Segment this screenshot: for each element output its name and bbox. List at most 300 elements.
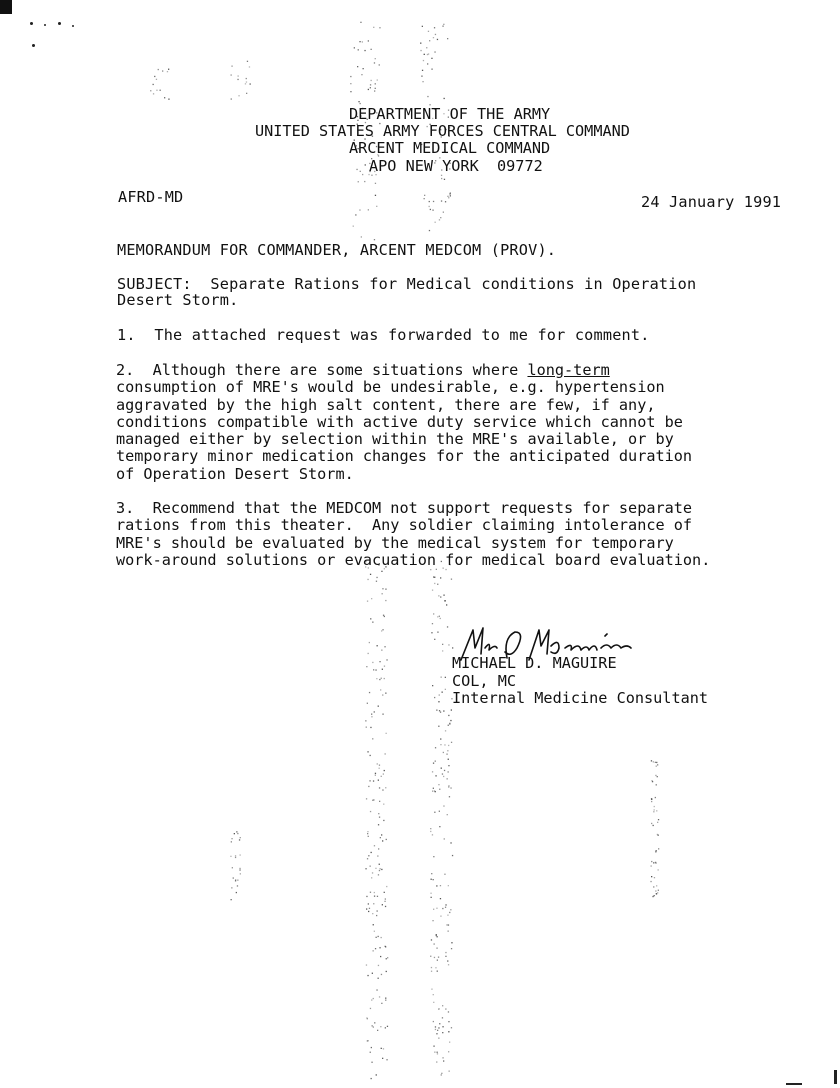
scan-noise-dot	[651, 798, 652, 799]
scan-noise-dot	[448, 745, 449, 746]
scan-noise-dot	[436, 1033, 437, 1034]
scan-noise-dot	[448, 964, 449, 965]
scan-noise-dot	[379, 870, 380, 871]
scan-noise-dot	[651, 801, 652, 802]
scan-speck	[72, 25, 74, 27]
scan-noise-dot	[234, 833, 235, 834]
scan-noise-dot	[448, 785, 449, 786]
scan-noise-dot	[658, 890, 659, 891]
scan-noise-dot	[379, 864, 380, 865]
scan-noise-dot	[432, 834, 433, 835]
scan-noise-dot	[442, 644, 443, 645]
scan-noise-dot	[452, 647, 453, 648]
scan-noise-dot	[436, 948, 437, 949]
scan-noise-dot	[439, 710, 440, 711]
scan-noise-dot	[653, 825, 654, 826]
signer-name: MICHAEL D. MAGUIRE	[452, 654, 617, 672]
scan-noise-dot	[385, 787, 386, 788]
scan-noise-dot	[368, 786, 369, 787]
scan-noise-dot	[374, 711, 375, 712]
paragraph-2-line-6: temporary minor medication changes for the anticipated duration	[116, 447, 693, 466]
scan-noise-dot	[443, 805, 444, 806]
scan-noise-dot	[366, 666, 367, 667]
scan-noise-dot	[448, 931, 449, 932]
scan-noise-dot	[433, 201, 434, 202]
scan-noise-dot	[437, 616, 438, 617]
scan-noise-dot	[356, 169, 357, 170]
scan-noise-dot	[438, 595, 439, 596]
scan-noise-dot	[168, 69, 169, 70]
scan-noise-dot	[440, 916, 441, 917]
scan-noise-dot	[447, 915, 448, 916]
scan-noise-dot	[448, 197, 449, 198]
scan-noise-dot	[368, 209, 369, 210]
scan-noise-dot	[372, 1025, 373, 1026]
scan-noise-dot	[444, 600, 445, 601]
scan-noise-dot	[375, 183, 376, 184]
scan-noise-dot	[367, 1040, 368, 1041]
scan-noise-dot	[383, 1048, 384, 1049]
scan-noise-dot	[231, 887, 232, 888]
scan-noise-dot	[651, 876, 652, 877]
scan-noise-dot	[350, 76, 351, 77]
scan-noise-dot	[236, 892, 237, 893]
scan-noise-dot	[239, 868, 240, 869]
scan-noise-dot	[441, 1074, 442, 1075]
scan-noise-dot	[439, 789, 440, 790]
scan-noise-dot	[382, 904, 383, 905]
scan-noise-dot	[438, 1009, 439, 1010]
scan-noise-dot	[433, 788, 434, 789]
scan-noise-dot	[447, 196, 448, 197]
scan-noise-dot	[377, 896, 378, 897]
scan-noise-dot	[447, 814, 448, 815]
scan-noise-dot	[441, 768, 442, 769]
scan-noise-dot	[437, 1052, 438, 1053]
scan-noise-dot	[368, 836, 369, 837]
scan-noise-dot	[651, 760, 652, 761]
scan-noise-dot	[231, 74, 232, 75]
scan-noise-dot	[378, 706, 379, 707]
scan-noise-dot	[435, 967, 436, 968]
scan-noise-dot	[371, 1078, 372, 1079]
scan-noise-dot	[365, 720, 366, 721]
scan-noise-dot	[239, 839, 240, 840]
scan-noise-dot	[379, 947, 380, 948]
scan-noise-dot	[370, 727, 371, 728]
scan-noise-dot	[382, 629, 383, 630]
scan-noise-dot	[370, 866, 371, 867]
scan-noise-dot	[371, 877, 372, 878]
scan-noise-dot	[429, 201, 430, 202]
scan-noise-dot	[361, 236, 362, 237]
scan-noise-dot	[431, 58, 432, 59]
scan-noise-dot	[368, 40, 369, 41]
scan-noise-dot	[655, 890, 656, 891]
scan-noise-dot	[371, 1062, 372, 1063]
scan-noise-dot	[653, 761, 654, 762]
scan-noise-dot	[656, 893, 657, 894]
scan-noise-dot	[438, 957, 439, 958]
scan-noise-dot	[439, 616, 440, 617]
scan-noise-dot	[430, 956, 431, 957]
scan-noise-dot	[168, 99, 169, 100]
scan-noise-dot	[370, 618, 371, 619]
scan-noise-dot	[439, 219, 440, 220]
scan-noise-dot	[434, 943, 435, 944]
scan-noise-dot	[432, 685, 433, 686]
scan-noise-dot	[449, 1042, 450, 1043]
paragraph-3	[116, 500, 806, 569]
scan-noise-dot	[233, 877, 234, 878]
scan-noise-dot	[437, 632, 438, 633]
scan-noise-dot	[448, 759, 449, 760]
scan-noise-dot	[381, 678, 382, 679]
scan-noise-dot	[358, 181, 359, 182]
scan-noise-dot	[385, 1027, 386, 1028]
scan-noise-dot	[381, 650, 382, 651]
scan-noise-dot	[448, 924, 449, 925]
scan-noise-dot	[368, 903, 369, 904]
scan-noise-dot	[370, 87, 371, 88]
paragraph-3-line-1: 3. Recommend that the MEDCOM not support requests for separate	[116, 499, 693, 517]
scan-noise-dot	[375, 83, 376, 84]
scan-noise-dot	[365, 868, 366, 869]
scan-noise-dot	[240, 873, 241, 874]
scan-noise-dot	[441, 178, 442, 179]
scan-noise-dot	[444, 179, 445, 180]
scan-noise-dot	[653, 886, 654, 887]
scan-noise-dot	[434, 957, 435, 958]
scan-noise-dot	[360, 103, 361, 104]
memo-date: 24 January 1991	[641, 193, 782, 211]
scan-noise-dot	[238, 75, 239, 76]
scan-noise-dot	[424, 195, 425, 196]
scan-noise-dot	[232, 867, 233, 868]
scan-noise-dot	[369, 692, 370, 693]
scan-speck	[44, 24, 46, 26]
scan-noise-dot	[382, 714, 383, 715]
scan-noise-dot	[156, 90, 157, 91]
scan-noise-dot	[378, 813, 379, 814]
scan-noise-dot	[435, 747, 436, 748]
scan-noise-dot	[370, 1052, 371, 1053]
scan-noise-dot	[437, 936, 438, 937]
scan-noise-dot	[369, 642, 370, 643]
scan-noise-dot	[426, 47, 427, 48]
scan-noise-dot	[656, 762, 657, 763]
scan-noise-dot	[385, 589, 386, 590]
scan-noise-dot	[442, 1005, 443, 1006]
scan-noise-dot	[365, 164, 366, 165]
scan-noise-dot	[367, 831, 368, 832]
scan-noise-dot	[448, 1011, 449, 1012]
scan-noise-dot	[246, 93, 247, 94]
scan-noise-dot	[448, 715, 449, 716]
scan-noise-dot	[370, 574, 371, 575]
scan-noise-dot	[360, 22, 361, 23]
scan-noise-dot	[355, 214, 356, 215]
scan-noise-dot	[653, 862, 654, 863]
scan-noise-dot	[442, 26, 443, 27]
scan-noise-dot	[655, 797, 656, 798]
scan-noise-dot	[441, 1073, 442, 1074]
scan-noise-dot	[434, 639, 435, 640]
scan-noise-dot	[384, 616, 385, 617]
scan-noise-dot	[386, 886, 387, 887]
scan-noise-dot	[381, 1048, 382, 1049]
scan-noise-dot	[383, 804, 384, 805]
scan-noise-dot	[440, 738, 441, 739]
scan-noise-dot	[384, 901, 385, 902]
scan-noise-dot	[380, 1026, 381, 1027]
scan-noise-dot	[367, 579, 368, 580]
scan-noise-dot	[440, 744, 441, 745]
scan-noise-dot	[657, 822, 658, 823]
paragraph-3-line-2: rations from this theater. Any soldier claiming intolerance of	[116, 516, 693, 535]
scan-noise-dot	[359, 209, 360, 210]
scan-noise-dot	[444, 744, 445, 745]
signer-title: Internal Medicine Consultant	[452, 689, 709, 707]
scan-noise-dot	[443, 1060, 444, 1061]
scan-noise-dot	[358, 49, 359, 50]
scan-noise-dot	[432, 623, 433, 624]
scan-noise-dot	[423, 60, 424, 61]
scan-speck	[32, 44, 35, 47]
scan-noise-dot	[445, 689, 446, 690]
scan-noise-dot	[442, 650, 443, 651]
scan-noise-dot	[431, 873, 432, 874]
scan-noise-dot	[378, 848, 379, 849]
scan-noise-dot	[231, 899, 232, 900]
scan-noise-dot	[443, 776, 444, 777]
scan-noise-dot	[385, 1000, 386, 1001]
scan-noise-dot	[657, 764, 658, 765]
scan-noise-dot	[376, 581, 377, 582]
scan-noise-dot	[382, 789, 383, 790]
scan-noise-dot	[156, 79, 157, 80]
scan-noise-dot	[164, 97, 165, 98]
scan-noise-dot	[433, 1046, 434, 1047]
scan-noise-dot	[433, 994, 434, 995]
scan-noise-dot	[439, 1023, 440, 1024]
scan-noise-dot	[374, 845, 375, 846]
letterhead-line-2: UNITED STATES ARMY FORCES CENTRAL COMMAND	[255, 122, 630, 140]
scan-noise-dot	[448, 771, 449, 772]
scan-noise-dot	[362, 41, 363, 42]
scan-noise-dot	[372, 872, 373, 873]
scan-noise-dot	[451, 579, 452, 580]
scan-noise-dot	[246, 81, 247, 82]
scan-noise-dot	[366, 908, 367, 909]
scan-noise-dot	[437, 1053, 438, 1054]
scan-noise-dot	[381, 571, 382, 572]
scan-noise-dot	[429, 206, 430, 207]
scan-noise-dot	[434, 1052, 435, 1053]
scan-noise-dot	[655, 762, 656, 763]
scan-noise-dot	[237, 885, 238, 886]
scan-noise-dot	[386, 733, 387, 734]
scan-noise-dot	[373, 998, 374, 999]
scan-noise-dot	[380, 868, 381, 869]
scan-noise-dot	[435, 222, 436, 223]
scan-noise-dot	[368, 653, 369, 654]
scan-noise-dot	[386, 839, 387, 840]
scan-noise-dot	[366, 727, 367, 728]
scan-noise-dot	[382, 669, 383, 670]
scan-noise-dot	[373, 903, 374, 904]
scan-noise-dot	[371, 716, 372, 717]
scan-noise-dot	[444, 770, 445, 771]
scan-noise-dot	[435, 1029, 436, 1030]
scan-noise-dot	[361, 74, 362, 75]
scan-noise-dot	[433, 613, 434, 614]
scan-noise-dot	[655, 775, 656, 776]
scan-noise-dot	[383, 773, 384, 774]
scan-noise-dot	[360, 171, 361, 172]
scan-noise-dot	[374, 62, 375, 63]
scan-noise-dot	[434, 51, 435, 52]
scan-speck	[786, 1083, 802, 1085]
scan-noise-dot	[377, 1030, 378, 1031]
scan-noise-dot	[437, 971, 438, 972]
scan-noise-dot	[449, 912, 450, 913]
scan-noise-dot	[385, 898, 386, 899]
scan-noise-dot	[442, 1057, 443, 1058]
scan-noise-dot	[436, 1061, 437, 1062]
scan-noise-dot	[651, 861, 652, 862]
scan-noise-dot	[379, 996, 380, 997]
scan-noise-dot	[437, 584, 438, 585]
scan-noise-dot	[450, 720, 451, 721]
scan-noise-dot	[375, 773, 376, 774]
letterhead-line-3: ARCENT MEDICAL COMMAND	[349, 139, 551, 157]
scan-noise-dot	[381, 630, 382, 631]
scan-noise-dot	[445, 677, 446, 678]
scan-noise-dot	[378, 936, 379, 937]
scan-noise-dot	[238, 95, 239, 96]
scan-noise-dot	[434, 812, 435, 813]
scan-noise-dot	[154, 76, 155, 77]
scan-noise-dot	[384, 892, 385, 893]
scan-noise-dot	[432, 771, 433, 772]
scan-noise-dot	[236, 831, 237, 832]
scan-noise-dot	[434, 583, 435, 584]
scan-noise-dot	[658, 835, 659, 836]
scan-noise-dot	[381, 776, 382, 777]
scan-noise-dot	[375, 775, 376, 776]
scan-noise-dot	[379, 787, 380, 788]
scan-noise-dot	[431, 879, 432, 880]
scan-noise-dot	[381, 869, 382, 870]
scan-noise-dot	[375, 948, 376, 949]
scan-noise-dot	[658, 869, 659, 870]
scan-noise-dot	[440, 217, 441, 218]
scan-noise-dot	[430, 893, 431, 894]
scan-noise-dot	[442, 773, 443, 774]
scan-noise-dot	[375, 868, 376, 869]
scan-noise-dot	[371, 1047, 372, 1048]
scan-noise-dot	[373, 924, 374, 925]
scan-noise-dot	[375, 88, 376, 89]
scan-noise-dot	[657, 776, 658, 777]
scan-noise-dot	[448, 765, 449, 766]
scan-noise-dot	[386, 958, 387, 959]
scan-noise-dot	[441, 200, 442, 201]
scan-noise-dot	[240, 837, 241, 838]
scan-noise-dot	[448, 1051, 449, 1052]
scan-noise-dot	[247, 61, 248, 62]
scan-noise-dot	[448, 885, 449, 886]
scan-noise-dot	[373, 799, 374, 800]
scan-noise-dot	[655, 851, 656, 852]
scan-noise-dot	[358, 101, 359, 102]
scan-noise-dot	[373, 1026, 374, 1027]
scan-noise-dot	[153, 84, 154, 85]
scan-noise-dot	[438, 701, 439, 702]
scan-noise-dot	[443, 212, 444, 213]
scan-noise-dot	[650, 881, 651, 882]
scan-noise-dot	[442, 1017, 443, 1018]
scan-noise-dot	[655, 862, 656, 863]
letterhead-line-1: DEPARTMENT OF THE ARMY	[349, 105, 551, 123]
scan-noise-dot	[382, 593, 383, 594]
scan-noise-dot	[363, 68, 364, 69]
scan-noise-dot	[231, 98, 232, 99]
scan-noise-dot	[379, 661, 380, 662]
scan-noise-dot	[367, 751, 368, 752]
scan-noise-dot	[448, 725, 449, 726]
scan-noise-dot	[369, 908, 370, 909]
scan-noise-dot	[385, 600, 386, 601]
scan-noise-dot	[372, 662, 373, 663]
scan-noise-dot	[377, 79, 378, 80]
scan-noise-dot	[430, 569, 431, 570]
scan-noise-dot	[424, 54, 425, 55]
scan-noise-dot	[237, 880, 238, 881]
paragraph-3-line-4: work-around solutions or evacuation for medical board evaluation.	[116, 550, 711, 569]
scan-noise-dot	[435, 791, 436, 792]
scan-noise-dot	[658, 848, 659, 849]
scan-noise-dot	[386, 971, 387, 972]
scan-noise-dot	[379, 817, 380, 818]
scan-noise-dot	[420, 43, 421, 44]
scan-noise-dot	[445, 730, 446, 731]
scan-noise-dot	[652, 781, 653, 782]
scan-noise-dot	[444, 98, 445, 99]
scan-noise-dot	[451, 1027, 452, 1028]
scan-noise-dot	[450, 842, 451, 843]
scan-noise-dot	[448, 644, 449, 645]
scan-noise-dot	[433, 856, 434, 857]
scan-noise-dot	[382, 588, 383, 589]
scan-noise-dot	[373, 27, 374, 28]
scan-noise-dot	[374, 90, 375, 91]
scan-noise-dot	[378, 978, 379, 979]
scan-noise-dot	[385, 946, 386, 947]
scan-noise-dot	[367, 833, 368, 834]
scan-noise-dot	[384, 646, 385, 647]
scan-noise-dot	[452, 855, 453, 856]
scan-noise-dot	[245, 83, 246, 84]
scan-noise-dot	[439, 826, 440, 827]
scan-noise-dot	[376, 577, 377, 578]
scan-noise-dot	[353, 226, 354, 227]
paragraph-2-line-1: 2. Although there are some situations where long-term	[116, 361, 610, 379]
scan-noise-dot	[240, 854, 241, 855]
scan-noise-dot	[381, 937, 382, 938]
scan-noise-dot	[379, 64, 380, 65]
